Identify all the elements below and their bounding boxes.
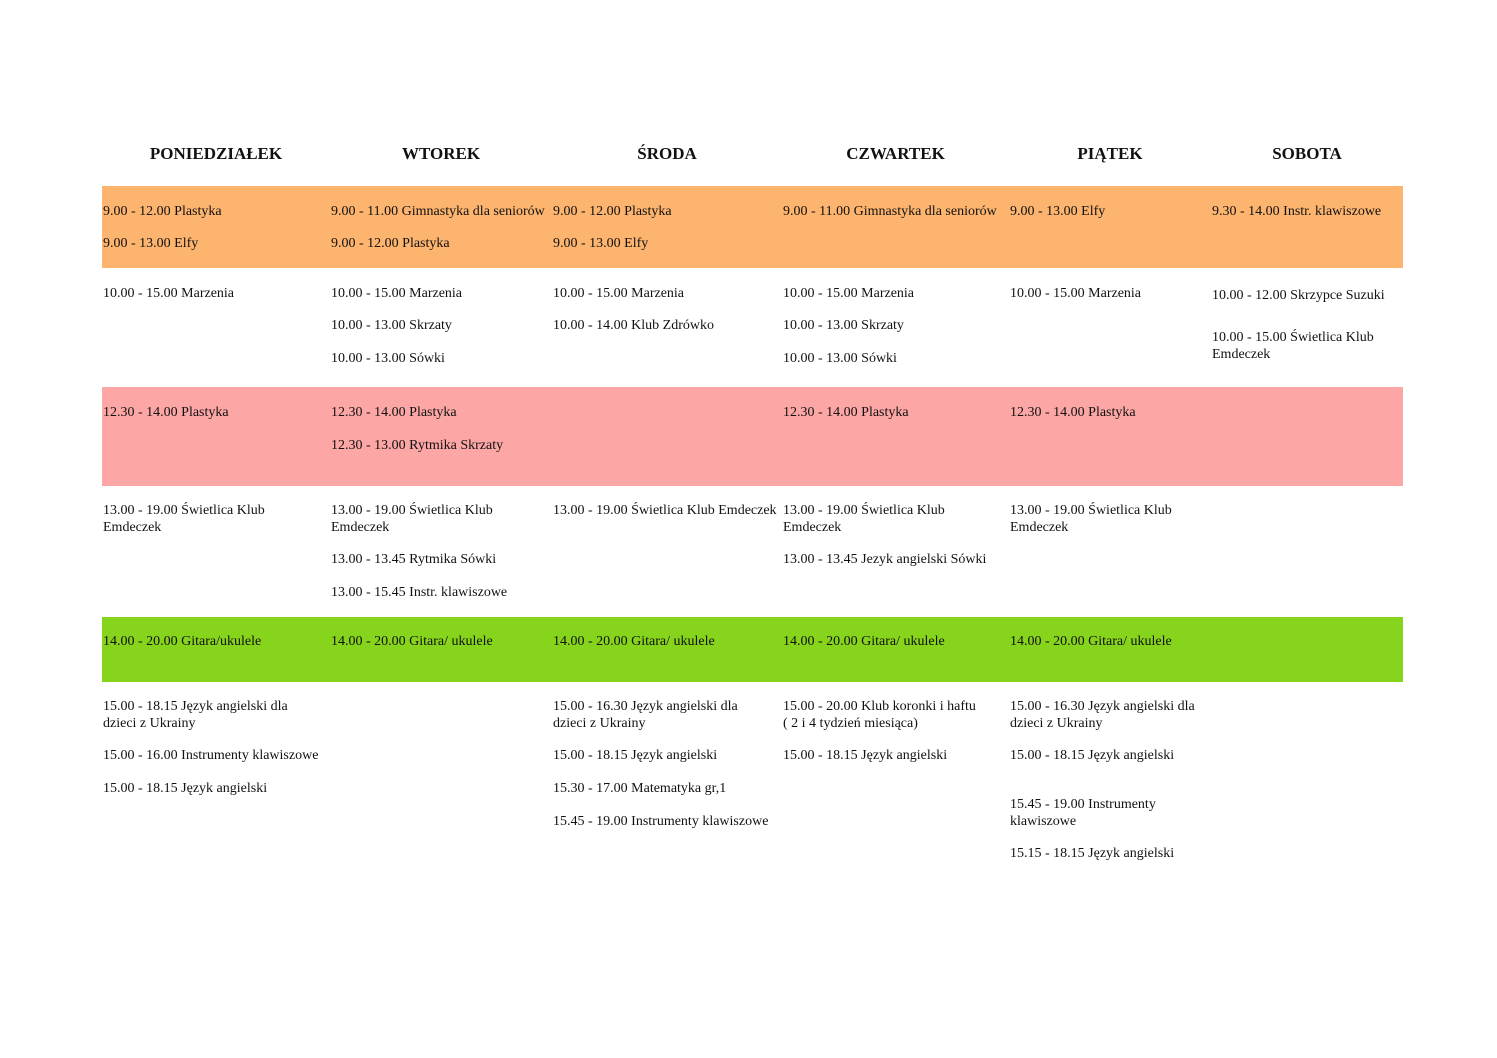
- activity-entry: [1010, 747, 1174, 764]
- day-header-monday: PONIEDZIAŁEK: [149, 144, 283, 163]
- schedule-cell-saturday: [1211, 486, 1403, 617]
- activity-text: 13.00 - 15.45 Instr. klawiszowe: [331, 585, 508, 600]
- activity-entry: [553, 285, 684, 302]
- activity-text: 13.00 - 13.45 Jezyk angielski Sówki: [783, 552, 987, 567]
- activity-text: 10.00 - 15.00 Marzenia: [783, 286, 915, 301]
- activity-text: 10.00 - 15.00 Marzenia: [331, 286, 463, 301]
- schedule-cell-friday: [1009, 617, 1211, 682]
- activity-text: 10.00 - 14.00 Klub Zdrówko: [553, 318, 714, 333]
- schedule-cell-tuesday: [330, 682, 552, 882]
- activity-text: 15.30 - 17.00 Matematyka gr,1: [553, 781, 727, 796]
- activity-text: 9.00 - 11.00 Gimnastyka dla seniorów: [331, 204, 545, 219]
- activity-text: 9.00 - 13.00 Elfy: [103, 236, 199, 251]
- activity-entry: [331, 285, 462, 302]
- schedule-cell-wednesday: [552, 387, 782, 486]
- activity-text: 9.00 - 12.00 Plastyka: [331, 236, 450, 251]
- activity-entry: [783, 551, 986, 568]
- activity-text: 9.00 - 12.00 Plastyka: [553, 204, 672, 219]
- schedule-cell-saturday: 10.00 - 12.00 Skrzypce Suzuki 10.00 - 15.00 Świetlica Klub Emdeczek: [1212, 288, 1385, 362]
- activity-entry: [331, 633, 493, 650]
- schedule-cell-friday: [1009, 268, 1211, 387]
- activity-entry: [783, 404, 909, 421]
- activity-entry: [331, 317, 452, 334]
- schedule-cell-thursday: 15.00 - 20.00 Klub koronki i haftu ( 2 i 4 tydzień miesiąca) 15.00 - 18.15 Język angielski: [783, 699, 976, 763]
- activity-entry: [103, 203, 222, 220]
- activity-entry: [103, 404, 229, 421]
- schedule-cell-wednesday: [552, 186, 782, 268]
- activity-entry: [783, 317, 904, 334]
- schedule-cell-monday: [102, 186, 330, 268]
- activity-entry: [553, 235, 648, 252]
- activity-text: 9.00 - 12.00 Plastyka: [103, 204, 222, 219]
- activity-entry: [103, 285, 234, 302]
- time-band-6: [102, 682, 1403, 882]
- activity-text: 10.00 - 15.00 Marzenia: [553, 286, 685, 301]
- day-header-thursday: CZWARTEK: [846, 144, 945, 163]
- schedule-cell-saturday: [1211, 617, 1403, 682]
- time-band-5: [102, 617, 1403, 682]
- activity-entry: [331, 235, 450, 252]
- schedule-cell-monday: 15.00 - 18.15 Język angielski dla dzieci z Ukrainy 15.00 - 16.00 Instrumenty klawiszowe 15.00 - 18.15 Język angielski: [103, 699, 319, 796]
- activity-text: 10.00 - 15.00 Marzenia: [103, 286, 235, 301]
- activity-entry: [331, 437, 503, 454]
- schedule-cell-wednesday: [552, 486, 782, 617]
- activity-text: 10.00 - 15.00 Marzenia: [1010, 286, 1142, 301]
- activity-entry: [1010, 633, 1172, 650]
- activity-entry: [553, 747, 717, 764]
- activity-text: 15.00 - 18.15 Język angielski: [553, 748, 718, 763]
- activity-text: 14.00 - 20.00 Gitara/ukulele: [103, 634, 262, 649]
- day-header-saturday: SOBOTA: [1272, 144, 1342, 163]
- schedule-cell-wednesday: [552, 617, 782, 682]
- schedule-cell-thursday: 13.00 - 19.00 Świetlica Klub Emdeczek 13.00 - 13.45 Jezyk angielski Sówki: [783, 503, 987, 567]
- activity-text: 15.00 - 18.15 Język angielski: [103, 781, 268, 796]
- activity-entry: [783, 747, 947, 764]
- day-header-wednesday: ŚRODA: [637, 144, 697, 163]
- schedule-cell-tuesday: [330, 186, 552, 268]
- day-header-row: [102, 144, 1403, 168]
- activity-entry: [553, 813, 768, 830]
- activity-text: 10.00 - 13.00 Skrzaty: [331, 318, 452, 333]
- activity-text: 15.00 - 16.00 Instrumenty klawiszowe: [103, 748, 319, 763]
- time-band-3: [102, 387, 1403, 486]
- schedule-cell-friday: [1009, 387, 1211, 486]
- schedule-cell-friday: [1009, 186, 1211, 268]
- schedule-cell-thursday: [782, 186, 1009, 268]
- day-header-tuesday: WTOREK: [401, 144, 481, 163]
- schedule-cell-monday: [102, 268, 330, 387]
- activity-text: 10.00 - 13.00 Sówki: [783, 351, 897, 366]
- activity-entry: [331, 404, 457, 421]
- activity-entry: [553, 317, 714, 334]
- activity-entry: [783, 203, 997, 220]
- activity-text: 12.30 - 14.00 Plastyka: [331, 405, 457, 420]
- activity-entry: [553, 502, 777, 519]
- activity-text: 12.30 - 14.00 Plastyka: [103, 405, 229, 420]
- activity-entry: [1212, 287, 1385, 304]
- activity-text: 12.30 - 14.00 Plastyka: [783, 405, 909, 420]
- schedule-cell-monday: [102, 617, 330, 682]
- activity-text: 9.00 - 13.00 Elfy: [1010, 204, 1106, 219]
- activity-entry: [783, 285, 914, 302]
- schedule-cell-thursday: [782, 387, 1009, 486]
- activity-entry: [331, 551, 496, 568]
- activity-text: 13.00 - 19.00 Świetlica Klub Emdeczek: [553, 503, 777, 518]
- schedule-cell-thursday: [782, 268, 1009, 387]
- activity-entry: [103, 235, 198, 252]
- schedule-cell-monday: [102, 387, 330, 486]
- activity-text: 12.30 - 13.00 Rytmika Skrzaty: [331, 438, 504, 453]
- activity-text: 9.00 - 11.00 Gimnastyka dla seniorów: [783, 204, 997, 219]
- activity-entry: [1010, 845, 1174, 862]
- activity-text: 14.00 - 20.00 Gitara/ ukulele: [783, 634, 945, 649]
- schedule-cell-thursday: [782, 617, 1009, 682]
- schedule-cell-friday: 13.00 - 19.00 Świetlica Klub Emdeczek: [1010, 503, 1172, 535]
- activity-entry: [331, 350, 445, 367]
- activity-entry: [1010, 203, 1105, 220]
- activity-text: 10.00 - 13.00 Skrzaty: [783, 318, 904, 333]
- activity-entry: [1010, 285, 1141, 302]
- schedule-cell-saturday: [1211, 682, 1403, 882]
- activity-text: 9.00 - 13.00 Elfy: [553, 236, 649, 251]
- activity-text: 15.00 - 18.15 Język angielski: [1010, 748, 1175, 763]
- schedule-cell-tuesday: [330, 387, 552, 486]
- activity-entry: [331, 203, 545, 220]
- activity-text: 15.00 - 18.15 Język angielski: [783, 748, 948, 763]
- day-header-friday: PIĄTEK: [1077, 144, 1143, 163]
- schedule-cell-monday: 13.00 - 19.00 Świetlica Klub Emdeczek: [103, 503, 265, 535]
- schedule-cell-wednesday: 15.00 - 16.30 Język angielski dla dzieci z Ukrainy 15.00 - 18.15 Język angielski 15.30 - 17.00 Matematyka gr,1 15.45 - 19.00 Instrumenty klawiszowe: [553, 699, 769, 829]
- activity-entry: [553, 633, 715, 650]
- activity-text: 14.00 - 20.00 Gitara/ ukulele: [1010, 634, 1172, 649]
- schedule-cell-saturday: [1211, 186, 1403, 268]
- activity-entry: [331, 584, 507, 601]
- schedule-cell-tuesday: [330, 268, 552, 387]
- activity-text: 10.00 - 12.00 Skrzypce Suzuki: [1212, 288, 1385, 303]
- activity-text: 10.00 - 13.00 Sówki: [331, 351, 445, 366]
- time-band-1: [102, 186, 1403, 268]
- time-band-2: [102, 268, 1403, 387]
- activity-text: 15.15 - 18.15 Język angielski: [1010, 846, 1175, 861]
- activity-entry: [103, 780, 267, 797]
- activity-entry: [553, 203, 672, 220]
- schedule-cell-saturday: [1211, 387, 1403, 486]
- activity-entry: [783, 350, 897, 367]
- activity-text: 15.45 - 19.00 Instrumenty klawiszowe: [553, 814, 769, 829]
- activity-entry: [103, 633, 261, 650]
- activity-entry: [783, 633, 945, 650]
- activity-entry: [1010, 404, 1136, 421]
- schedule-cell-tuesday: [330, 617, 552, 682]
- activity-text: 14.00 - 20.00 Gitara/ ukulele: [331, 634, 493, 649]
- activity-text: 12.30 - 14.00 Plastyka: [1010, 405, 1136, 420]
- activity-entry: [553, 780, 726, 797]
- activity-text: 14.00 - 20.00 Gitara/ ukulele: [553, 634, 715, 649]
- schedule-cell-tuesday: 13.00 - 19.00 Świetlica Klub Emdeczek 13.00 - 13.45 Rytmika Sówki 13.00 - 15.45 Instr. klawiszowe: [331, 503, 508, 600]
- activity-entry: [103, 747, 318, 764]
- activity-text: 13.00 - 13.45 Rytmika Sówki: [331, 552, 497, 567]
- activity-entry: [1212, 203, 1381, 220]
- schedule-cell-friday: 15.00 - 16.30 Język angielski dla dzieci z Ukrainy 15.00 - 18.15 Język angielski 15.45 - 19.00 Instrumenty klawiszowe 15.15 - 18.15 Język angielski: [1010, 699, 1195, 861]
- activity-text: 9.30 - 14.00 Instr. klawiszowe: [1212, 204, 1382, 219]
- time-band-4: [102, 486, 1403, 617]
- schedule-cell-wednesday: [552, 268, 782, 387]
